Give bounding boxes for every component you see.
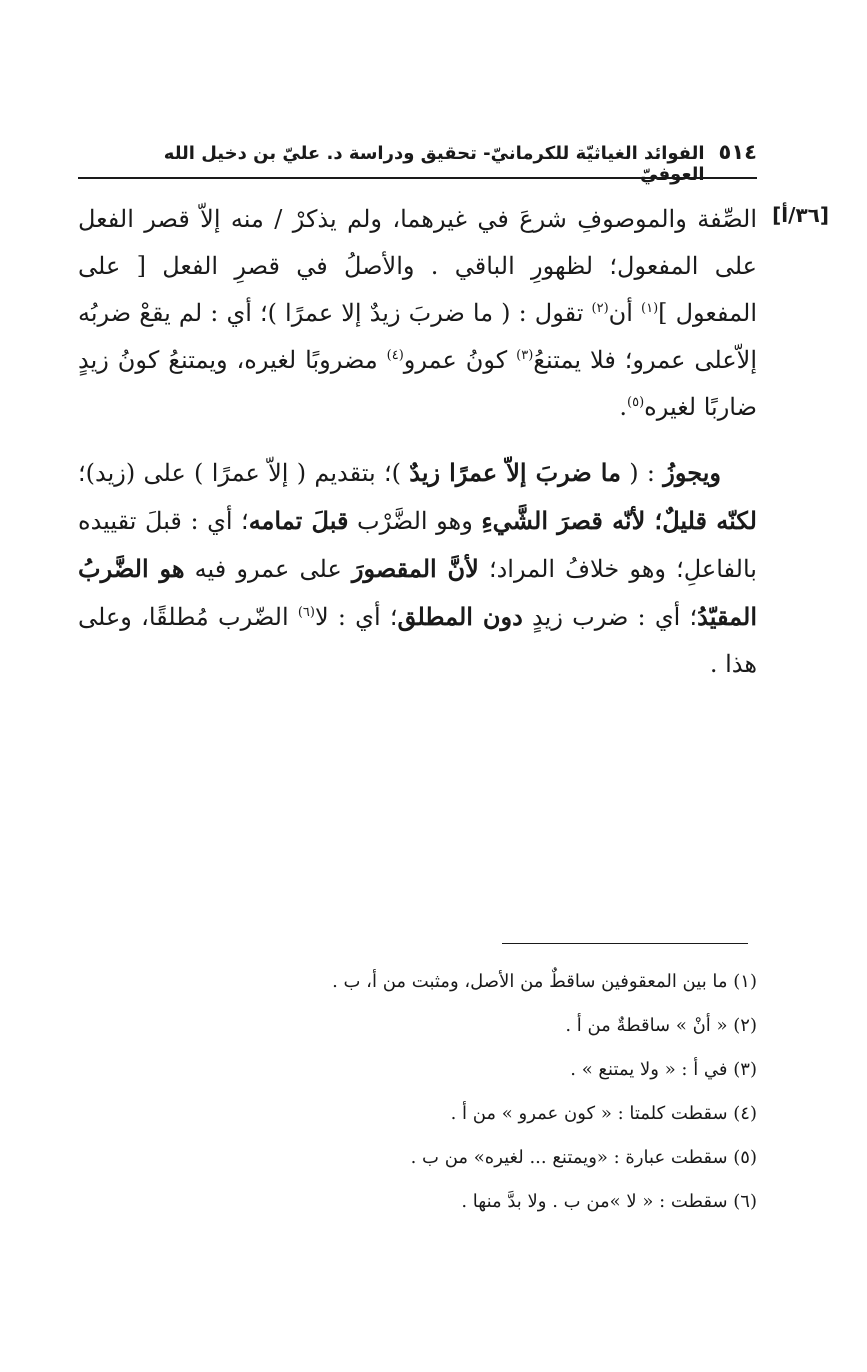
text-run: وهو الضَّرْب <box>348 507 482 535</box>
text-run: تقول : ( ما ضربَ زيدٌ إلا عمرًا )؛ أي : لم يقعْ ضربُه إلاّعلى عمرو؛ فلا يمتنعُ <box>78 299 757 374</box>
bold-run: ما ضربَ إلاّ عمرًا زيدٌ <box>409 458 621 487</box>
text-run: )؛ بتقديم ( إلاّ عمرًا ) على (زيد)؛ <box>78 459 410 487</box>
text-run: ؛ أي : قبلَ تقييده بالفاعلِ؛ وهو خلافُ المراد؛ <box>78 507 757 583</box>
header-rule <box>78 177 757 179</box>
footnote-ref: (٦) <box>297 605 315 620</box>
footnote-ref: (٣) <box>516 348 534 363</box>
paragraph-2 <box>78 449 757 688</box>
header-title: الفوائد الغياثيّة للكرمانيّ- تحقيق ودراسة د. عليّ بن دخيل الله العوفيّ <box>163 143 705 185</box>
footnotes <box>78 960 757 1224</box>
footnote-5: (٥) سقطت عبارة : «ويمتنع ... لغيره» من ب . <box>410 1147 757 1168</box>
footnote-4: (٤) سقطت كلمتا : « كون عمرو » من أ . <box>450 1103 757 1124</box>
footnote-rule <box>502 943 748 944</box>
text-run: . <box>619 393 627 421</box>
text-run: على عمرو فيه <box>184 555 352 583</box>
text-run: : ( <box>620 459 664 487</box>
bold-run: لأنَّ المقصورَ <box>351 554 479 583</box>
bold-run: قبلَ تمامه <box>248 506 349 535</box>
text-run: الصِّفة والموصوفِ شرعَ في غيرهما، ولم يذكرْ / منه إلاّ قصر الفعل على المفعول؛ لظهورِ الباقي . والأصلُ في قصرِ الفعل [ على المفعول ] <box>78 205 758 327</box>
footnote-2: (٢) « أنْ » ساقطةٌ من أ . <box>565 1015 757 1036</box>
footnote-ref: (٤) <box>386 348 404 363</box>
bold-run: ويجوزُ <box>663 458 721 487</box>
footnote-3: (٣) في أ : « ولا يمتنع » . <box>570 1059 757 1080</box>
folio-marker: [٣٦/أ] <box>772 203 829 227</box>
text-run: كونُ عمرو <box>403 346 517 374</box>
footnote-6: (٦) سقطت : « لا »من ب . ولا بدَّ منها . <box>461 1191 757 1212</box>
main-text <box>78 196 757 688</box>
page-number: ٥١٤ <box>718 140 757 164</box>
footnote-ref: (٢) <box>591 301 609 316</box>
text-run: ؛ أي : لا <box>314 603 398 631</box>
footnote-ref: (٥) <box>627 395 645 410</box>
footnote-ref: (١) <box>641 301 659 316</box>
bold-run: دون المطلق <box>397 602 523 631</box>
text-run: ؛ أي : ضرب زيدٍ <box>522 603 698 631</box>
text-run: الضّرب مُطلقًا، وعلى هذا . <box>78 603 757 678</box>
bold-run: هو الضَّربُ المقيّدُ <box>78 554 757 631</box>
bold-run: لكنّه قليلٌ؛ لأنّه قصرَ الشَّيءِ <box>481 506 757 535</box>
text-run: مضروبًا لغيره، ويمتنعُ كونُ زيدٍ ضاربًا لغيره <box>78 346 757 421</box>
text-run: أن <box>608 299 642 327</box>
footnote-1: (١) ما بين المعقوفين ساقطٌ من الأصل، ومثبت من أ، ب . <box>332 971 757 992</box>
paragraph-1 <box>78 196 757 431</box>
